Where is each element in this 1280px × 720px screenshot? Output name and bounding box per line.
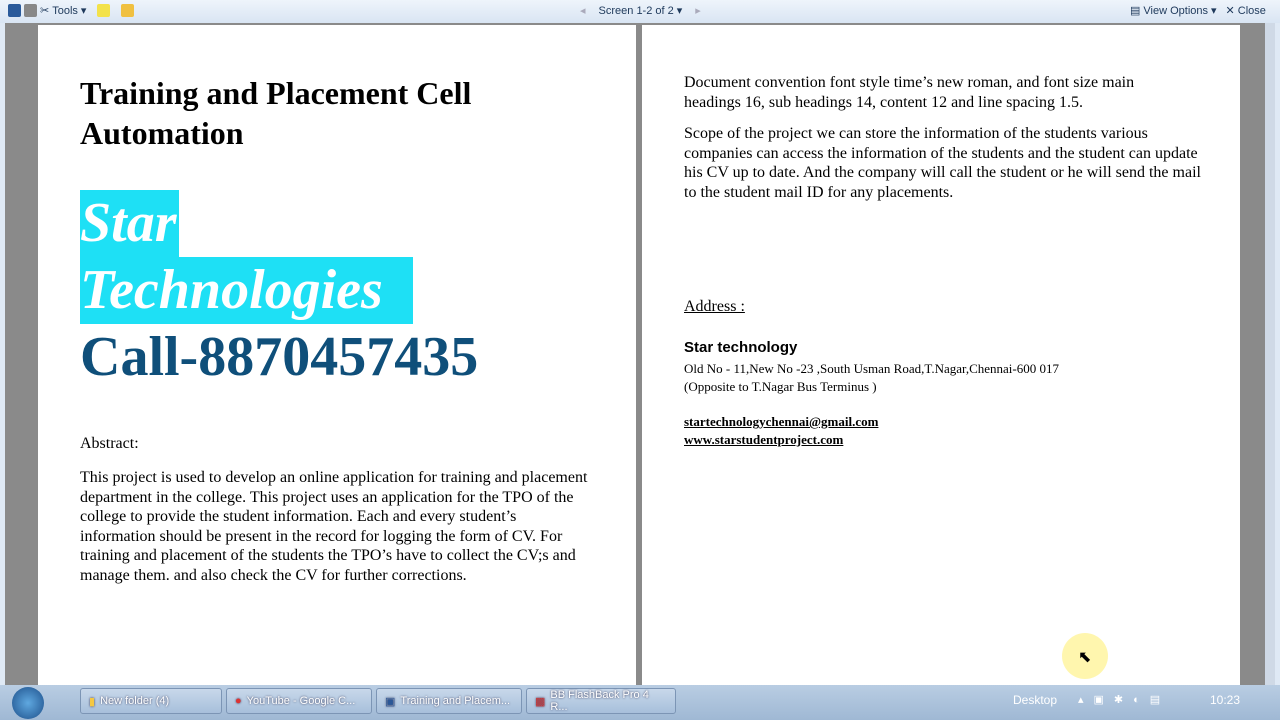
address-line-2: (Opposite to T.Nagar Bus Terminus ) (684, 379, 877, 394)
reading-toolbar: ✂ Tools ▾ ◂ Screen 1-2 of 2 ▾ ▸ ▤ View Options ▾ ✕ Close (0, 0, 1280, 23)
save-icon[interactable] (8, 4, 21, 17)
next-screen-icon[interactable]: ▸ (695, 5, 701, 17)
taskbar-item-flashback[interactable]: ▩ BB FlashBack Pro 4 R... (526, 688, 676, 714)
view-options-button[interactable]: View Options (1143, 4, 1209, 17)
company-name-line1: Star (80, 190, 179, 257)
start-button[interactable] (12, 687, 44, 719)
phone-number: Call-8870457435 (80, 326, 479, 388)
flashback-icon: ▩ (535, 695, 546, 708)
tray-icons[interactable]: ▴▣✱◐▤ (1078, 694, 1171, 706)
print-icon[interactable] (24, 4, 37, 17)
comment-icon[interactable] (121, 4, 134, 17)
taskbar-item-chrome[interactable]: ● YouTube - Google C... (226, 688, 372, 714)
address-heading: Address : (684, 298, 745, 315)
view-options-icon: ▤ (1130, 5, 1141, 17)
prev-screen-icon[interactable]: ◂ (580, 5, 586, 17)
address-company: Star technology (684, 339, 798, 356)
document-area (5, 23, 1275, 685)
taskbar-item-folder[interactable]: ▮ New folder (4) (80, 688, 222, 714)
document-title: Training and Placement Cell Automation (80, 75, 472, 151)
mouse-cursor-icon: ⬉ (1078, 649, 1092, 666)
screen-indicator[interactable]: Screen 1-2 of 2 (598, 4, 674, 17)
email-link[interactable]: startechnologychennai@gmail.com (684, 414, 879, 429)
website-link[interactable]: www.starstudentproject.com (684, 432, 844, 447)
address-line-1: Old No - 11,New No -23 ,South Usman Road,T.Nagar,Chennai-600 017 (684, 361, 1059, 376)
company-name-line2: Technologies (80, 257, 413, 324)
abstract-text: This project is used to develop an online application for training and placement department in the college. This project uses an application for the TPO of the college to provide the student information. Each and every student’s information should be present in the record for logging the form of CV. For training and placement of the students the TPO’s have to collect the CV;s and manage them. and also check the CV for further corrections. (80, 469, 588, 584)
folder-icon: ▮ (89, 695, 96, 708)
clock[interactable]: 10:23 (1210, 693, 1241, 707)
word-icon: ▣ (385, 695, 396, 708)
highlight-icon[interactable] (97, 4, 110, 17)
tools-menu[interactable]: Tools (52, 4, 78, 17)
page-1 (38, 25, 636, 685)
chrome-icon: ● (235, 695, 242, 707)
desktop-toolbar[interactable]: Desktop (1013, 693, 1058, 707)
taskbar-item-word[interactable]: ▣ Training and Placem... (376, 688, 522, 714)
scope-paragraph: Scope of the project we can store the information of the students various companies can access the information of the students and the student can update his CV up to date. And the company will call the student or he will send the mail to the student mail ID for any placements. (684, 125, 1201, 201)
close-icon[interactable]: ✕ (1225, 5, 1235, 17)
tools-icon: ✂ (40, 5, 50, 17)
conventions-paragraph: Document convention font style time’s new roman, and font size main headings 16, sub headings 14, content 12 and line spacing 1.5. (684, 74, 1135, 111)
taskbar (0, 685, 1280, 720)
scrollbar[interactable] (1265, 23, 1275, 685)
abstract-heading: Abstract: (80, 435, 139, 452)
close-button[interactable]: Close (1237, 4, 1266, 17)
page-2 (642, 25, 1240, 685)
